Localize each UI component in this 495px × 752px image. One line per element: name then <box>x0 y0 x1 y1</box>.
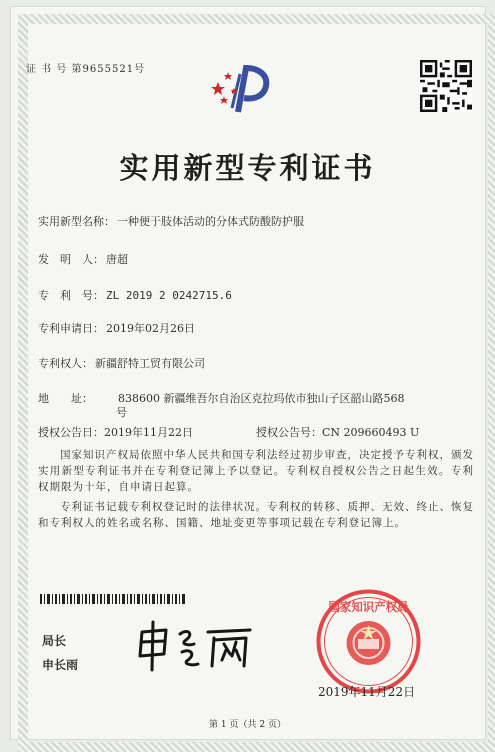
grant-date-row <box>38 424 193 440</box>
filing-date-label: 专利申请日： <box>38 322 104 335</box>
certificate-title: 实用新型专利证书 <box>119 151 376 185</box>
grant-date-value: 2019年11月22日 <box>104 426 193 439</box>
cnipa-logo-icon <box>210 60 274 116</box>
body-paragraph-2: 专利证书记载专利权登记时的法律状况。专利权的转移、质押、无效、终止、恢复和专利权人的姓名或名称、国籍、地址变更等事项记载在专利登记簿上。 <box>38 501 474 529</box>
grant-number-label: 授权公告号： <box>256 426 322 439</box>
inventor-row <box>38 251 128 267</box>
grant-number-value: CN 209660493 U <box>322 426 420 439</box>
utility-model-name-label: 实用新型名称： <box>38 215 115 228</box>
certificate-number: 证 书 号 第9655521号 <box>26 64 146 75</box>
grant-number-row <box>256 424 419 440</box>
inventor-label: 发 明 人： <box>38 253 104 266</box>
filing-date-row <box>38 320 195 336</box>
address-value-line2: 号 <box>116 406 127 419</box>
filing-date-value: 2019年02月26日 <box>106 322 195 335</box>
director-title-label: 局长 <box>42 634 67 648</box>
address-value-line1: 838600 新疆维吾尔自治区克拉玛依市独山子区韶山路568 <box>118 392 405 405</box>
handwritten-signature-icon <box>136 620 256 672</box>
seal-text: 国家知识产权局 <box>328 600 413 614</box>
patentee-label: 专利权人： <box>38 357 93 370</box>
official-seal-icon <box>316 589 421 694</box>
body-paragraph-1: 国家知识产权局依照中华人民共和国专利法经过初步审查，决定授予专利权，颁发实用新型专利证书并在专利登记簿上予以登记。专利权自授权公告之日起生效。专利权期限为十年，自申请日起算。 <box>38 449 474 493</box>
patent-number-value: ZL 2019 2 0242715.6 <box>106 289 232 302</box>
address-row <box>38 390 404 406</box>
patentee-value: 新疆舒特工贸有限公司 <box>95 357 205 370</box>
utility-model-name-row <box>38 213 304 229</box>
barcode-icon <box>40 594 185 604</box>
patentee-row <box>38 355 205 371</box>
inventor-value: 唐超 <box>106 253 128 266</box>
patent-number-label: 专 利 号： <box>38 289 104 302</box>
issue-date: 2019年11月22日 <box>318 685 416 699</box>
director-name-label: 申长雨 <box>42 658 79 672</box>
patent-number-row <box>38 287 232 303</box>
utility-model-name-value: 一种便于肢体活动的分体式防酸防护服 <box>117 215 304 228</box>
grant-date-label: 授权公告日： <box>38 426 104 439</box>
page-number: 第 1 页（共 2 页） <box>209 720 286 730</box>
qr-code-icon <box>420 60 472 112</box>
address-label: 地 址： <box>38 392 93 405</box>
